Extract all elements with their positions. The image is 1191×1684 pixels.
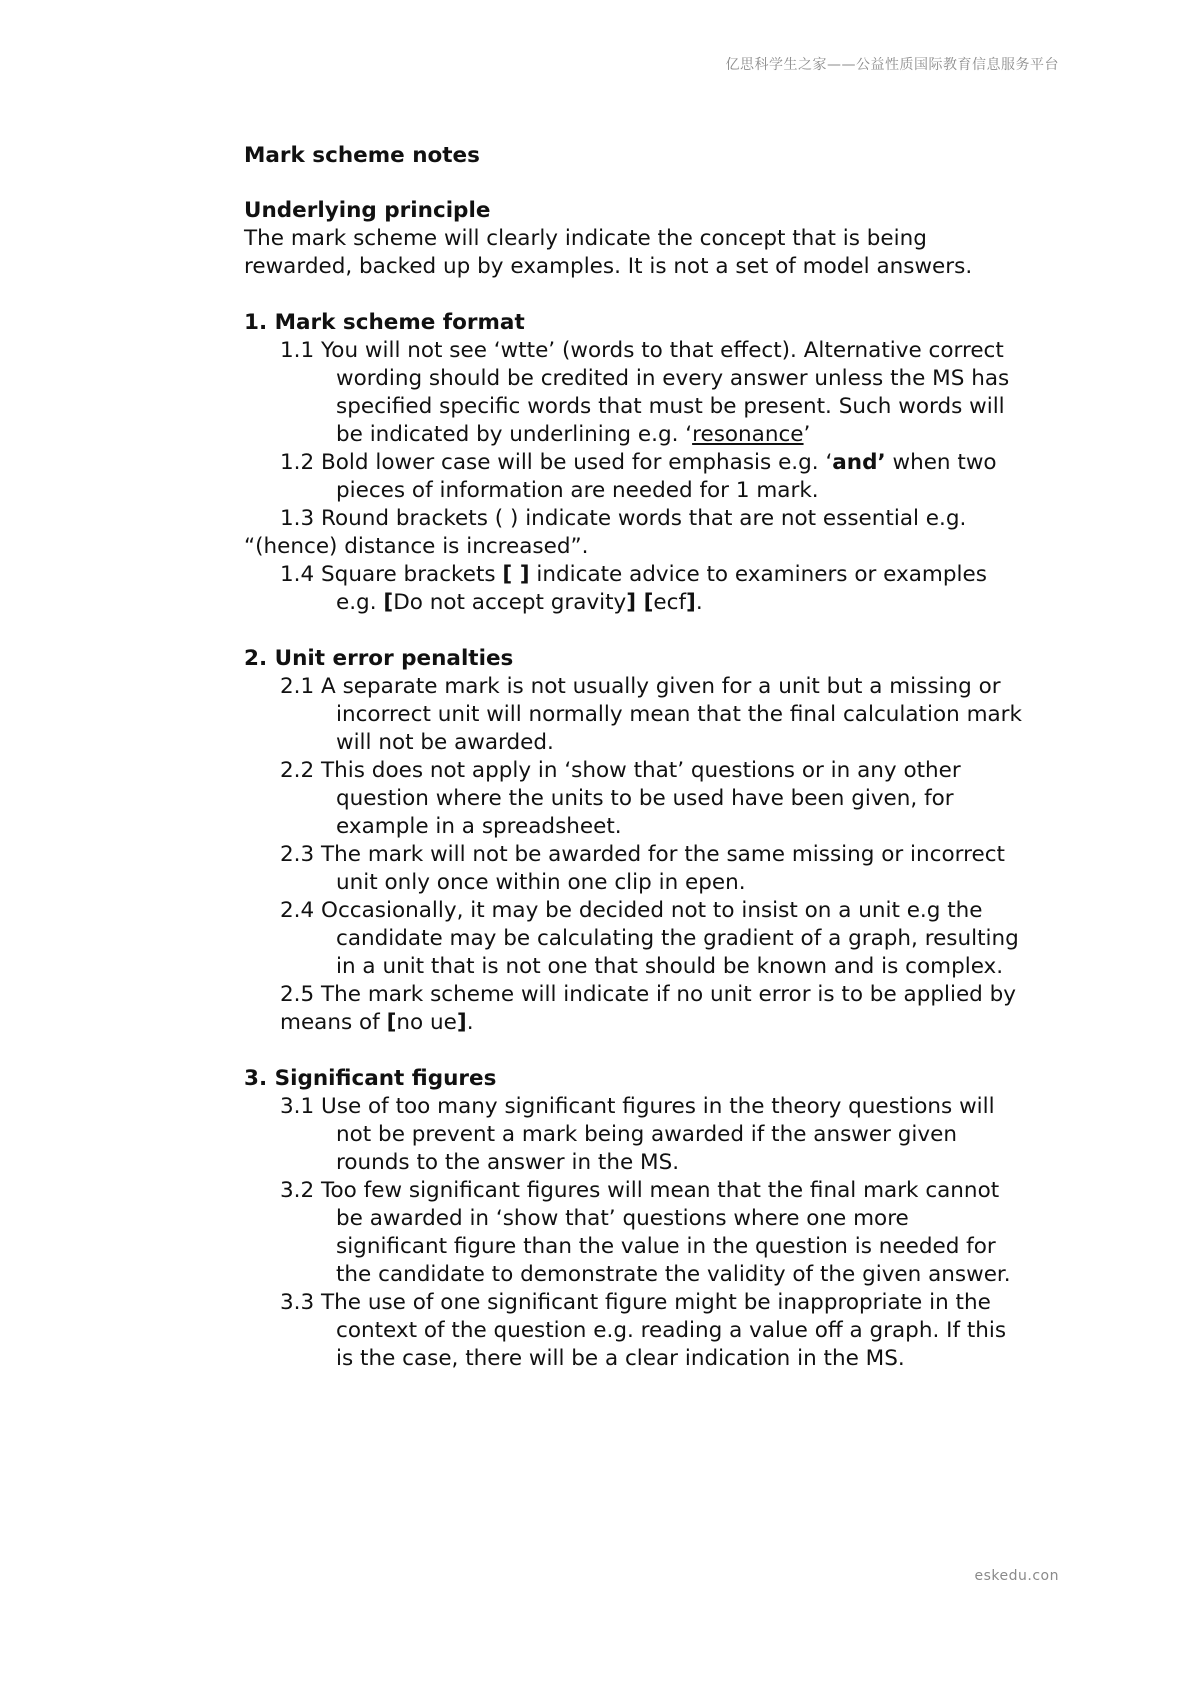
document-body xyxy=(244,142,1024,1401)
list-item-2-4: 2.4 Occasionally, it may be decided not to insist on a unit e.g the candidate may be calculating the gradient of a graph, resulting in a unit that is not one that should be known and is complex. xyxy=(280,898,1019,979)
underlined-word: resonance xyxy=(692,422,804,447)
list-item-1-4: 1.4 Square brackets [ ] indicate advice to examiners or examples e.g. [Do not accept gravity] [ecf]. xyxy=(280,562,987,615)
section-significant-figures xyxy=(244,1065,1024,1373)
document-title: Mark scheme notes xyxy=(244,143,480,168)
section-heading: Underlying principle xyxy=(244,198,491,223)
list-item-3-3: 3.3 The use of one significant figure might be inappropriate in the context of the question e.g. reading a value off a graph. If this is the case, there will be a clear indication in the MS. xyxy=(280,1290,1007,1371)
principle-text: The mark scheme will clearly indicate the concept that is being rewarded, backed up by examples. It is not a set of model answers. xyxy=(244,226,973,279)
section-heading: 3. Significant figures xyxy=(244,1066,497,1091)
list-item-1-1: 1.1 You will not see ‘wtte’ (words to that effect). Alternative correct wording should be credited in every answer unless the MS has specified specific words that must be present. Such words will be indicated by underlining e.g. ‘resonance’ xyxy=(280,338,1010,447)
section-heading: 1. Mark scheme format xyxy=(244,310,525,335)
list-item-2-3: 2.3 The mark will not be awarded for the same missing or incorrect unit only once within one clip in epen. xyxy=(280,842,1005,895)
section-heading: 2. Unit error penalties xyxy=(244,646,514,671)
list-item-2-2: 2.2 This does not apply in ‘show that’ questions or in any other question where the units to be used have been given, for example in a spreadsheet. xyxy=(280,758,961,839)
list-item-3-2: 3.2 Too few significant figures will mean that the final mark cannot be awarded in ‘show that’ questions where one more significant figure than the value in the question is needed for the candidate to demonstrate the validity of the given answer. xyxy=(280,1178,1011,1287)
bold-word: and’ xyxy=(832,450,886,475)
page-footer: eskedu.con xyxy=(974,1568,1059,1584)
list-item-2-1: 2.1 A separate mark is not usually given for a unit but a missing or incorrect unit will normally mean that the final calculation mark will not be awarded. xyxy=(280,674,1022,755)
list-item-1-3-continued: “(hence) distance is increased”. xyxy=(244,534,589,559)
section-unit-error-penalties xyxy=(244,645,1024,1037)
list-item-2-5: 2.5 The mark scheme will indicate if no unit error is to be applied by means of [no ue]. xyxy=(280,982,1017,1035)
list-item-1-2: 1.2 Bold lower case will be used for emphasis e.g. ‘and’ when two pieces of information are needed for 1 mark. xyxy=(280,450,997,503)
section-underlying-principle xyxy=(244,197,1024,281)
list-item-1-3: 1.3 Round brackets ( ) indicate words that are not essential e.g. xyxy=(280,506,967,531)
page-header: 亿思科学生之家——公益性质国际教育信息服务平台 xyxy=(725,57,1059,73)
section-mark-scheme-format xyxy=(244,309,1024,617)
list-item-3-1: 3.1 Use of too many significant figures in the theory questions will not be prevent a mark being awarded if the answer given rounds to the answer in the MS. xyxy=(280,1094,995,1175)
